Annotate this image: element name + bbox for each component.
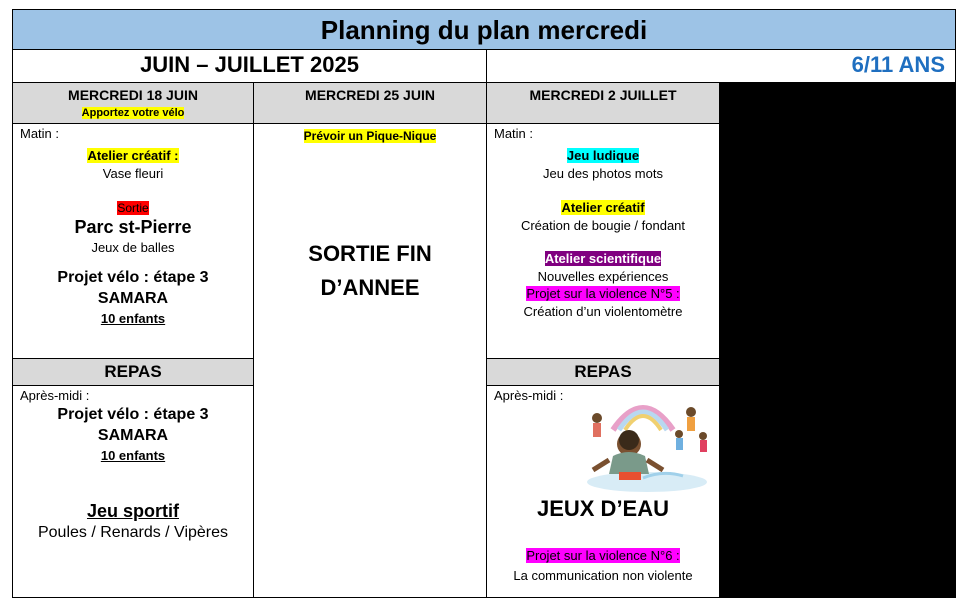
day-header-label: MERCREDI 2 JUILLET: [529, 87, 677, 103]
main-event-line1: SORTIE FIN: [308, 241, 432, 266]
project-title: Projet sur la violence N°6 :: [526, 548, 680, 563]
day2-cell: [253, 123, 487, 598]
afternoon-label: Après-midi :: [494, 388, 564, 403]
project-count: 10 enfants: [100, 448, 166, 463]
activity-desc: Vase fleuri: [102, 166, 164, 181]
activity-title: Atelier créatif: [561, 200, 645, 215]
day1-morning-cell: [12, 123, 254, 359]
day-header-25-juin: [253, 82, 487, 124]
day-header-label: MERCREDI 25 JUIN: [305, 87, 435, 103]
day3-afternoon-cell: [486, 385, 720, 598]
morning-label: Matin :: [494, 126, 534, 141]
activity-title: Jeu ludique: [566, 148, 640, 163]
sport-title: Jeu sportif: [86, 501, 179, 521]
outing-place: Parc st-Pierre: [74, 217, 192, 237]
water-games-illustration-icon: [583, 390, 711, 494]
project-group: SAMARA: [97, 290, 169, 307]
activity-title: Atelier créatif :: [87, 148, 179, 163]
age-range: 6/11 ANS: [486, 49, 956, 83]
activity-desc: Nouvelles expériences: [537, 269, 669, 284]
main-event-line2: D’ANNEE: [320, 275, 420, 300]
sport-desc: Poules / Renards / Vipères: [37, 524, 229, 541]
day-note: Prévoir un Pique-Nique: [303, 129, 437, 143]
page-title: Planning du plan mercredi: [12, 9, 956, 50]
activity-title: Sortie: [117, 201, 149, 215]
afternoon-activity: JEUX D’EAU: [536, 496, 670, 521]
morning-label: Matin :: [20, 126, 60, 141]
period-header: JUIN – JUILLET 2025: [12, 49, 487, 83]
activity-title: Projet sur la violence N°5 :: [526, 286, 680, 301]
day1-afternoon-cell: [12, 385, 254, 598]
activity-desc: Création de bougie / fondant: [520, 218, 686, 233]
day-header-2-juillet: [486, 82, 720, 124]
activity-title: Atelier scientifique: [544, 251, 662, 266]
project-count: 10 enfants: [100, 311, 166, 326]
project-desc: La communication non violente: [513, 568, 693, 583]
repas-header: REPAS: [12, 358, 254, 386]
afternoon-label: Après-midi :: [20, 388, 90, 403]
day-header-18-juin: [12, 82, 254, 124]
black-block: [719, 82, 956, 598]
repas-header: REPAS: [486, 358, 720, 386]
activity-desc: Jeu des photos mots: [543, 166, 663, 181]
project-title: Projet vélo : étape 3: [57, 406, 209, 423]
activity-desc: Jeux de balles: [91, 240, 175, 255]
project-title: Projet vélo : étape 3: [57, 269, 209, 286]
project-group: SAMARA: [97, 427, 169, 444]
day-header-label: MERCREDI 18 JUIN: [68, 87, 198, 103]
activity-desc: Création d’un violentomètre: [523, 304, 683, 319]
day-subheader: Apportez votre vélo: [81, 107, 185, 119]
day3-morning-cell: [486, 123, 720, 359]
